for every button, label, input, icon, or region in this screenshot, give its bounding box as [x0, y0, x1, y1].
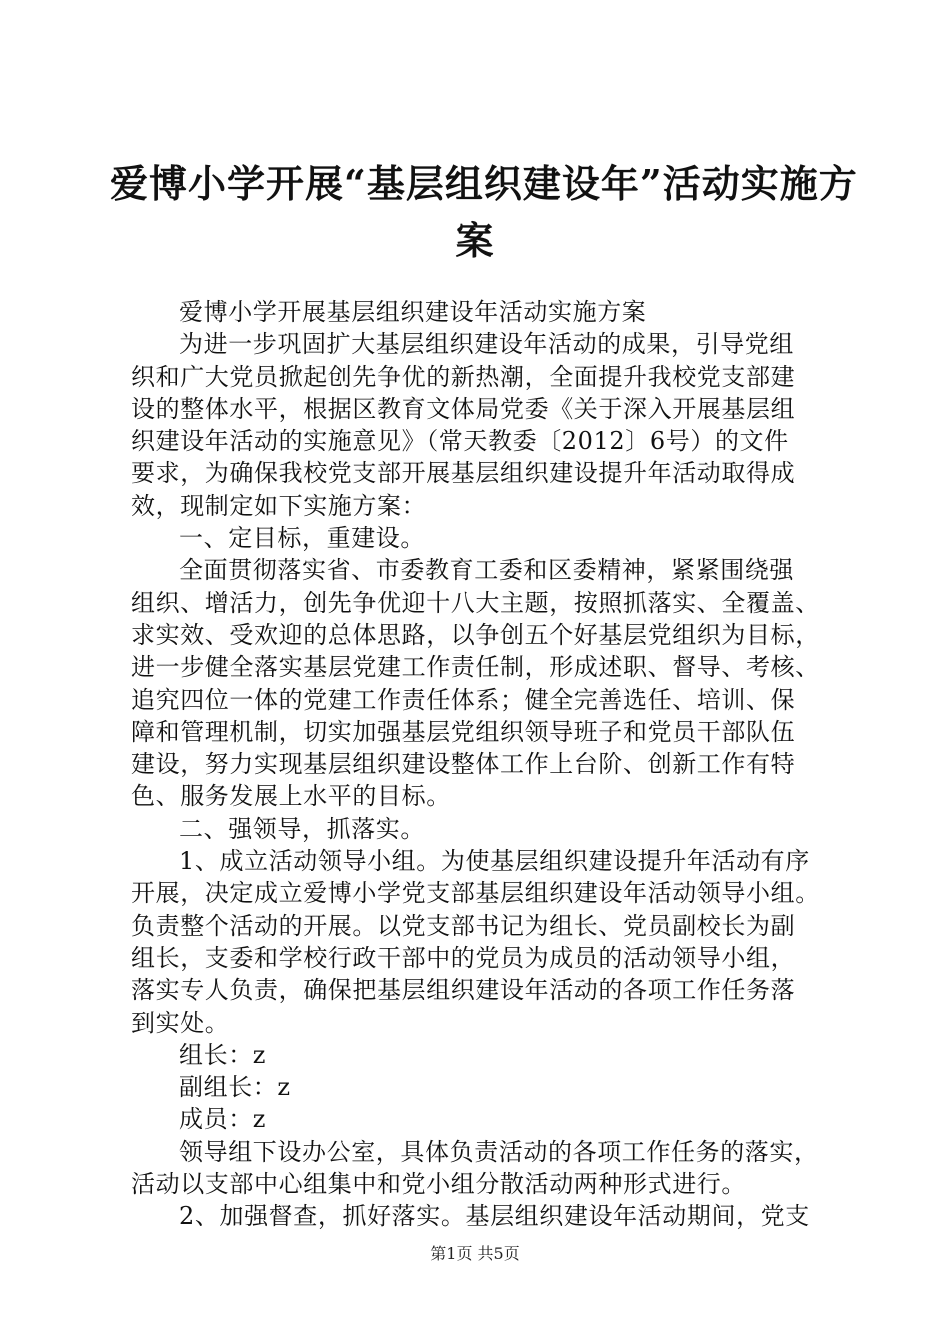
paragraph-line: 活动以支部中心组集中和党小组分散活动两种形式进行。	[131, 1170, 746, 1199]
subtitle-line: 爱博小学开展基层组织建设年活动实施方案	[179, 298, 647, 326]
paragraph-line: 全面贯彻落实省、市委教育工委和区委精神，紧紧围绕强	[179, 556, 794, 585]
paragraph-line: 组织、增活力，创先争优迎十八大主题，按照抓落实、全覆盖、	[131, 588, 820, 617]
paragraph-line: 织和广大党员掀起创先争优的新热潮，全面提升我校党支部建	[131, 362, 796, 391]
paragraph-line: 要求，为确保我校党支部开展基层组织建设提升年活动取得成	[131, 459, 796, 488]
paragraph-line: 负责整个活动的开展。以党支部书记为组长、党员副校长为副	[131, 911, 796, 940]
page-footer: 第1页 共5页	[430, 1244, 520, 1263]
paragraph-line: 为进一步巩固扩大基层组织建设年活动的成果，引导党组	[179, 330, 794, 359]
paragraph-line: 开展，决定成立爱博小学党支部基层组织建设年活动领导小组。	[131, 879, 820, 908]
paragraph-line: 落实专人负责，确保把基层组织建设年活动的各项工作任务落	[131, 976, 796, 1005]
paragraph-line: 追究四位一体的党建工作责任体系；健全完善选任、培训、保	[131, 685, 796, 714]
paragraph-line: 1、成立活动领导小组。为使基层组织建设提升年活动有序	[179, 847, 810, 876]
deputy-leader-line: 副组长：z	[179, 1073, 291, 1102]
paragraph-line: 色、服务发展上水平的目标。	[131, 782, 451, 811]
paragraph-line: 求实效、受欢迎的总体思路，以争创五个好基层党组织为目标，	[131, 620, 820, 649]
section-heading: 二、强领导，抓落实。	[179, 814, 425, 843]
paragraph-line: 设的整体水平，根据区教育文体局党委《关于深入开展基层组	[131, 394, 796, 423]
paragraph-line: 到实处。	[131, 1008, 230, 1037]
paragraph-line: 建设，努力实现基层组织建设整体工作上台阶、创新工作有特	[131, 750, 796, 779]
document-title-continued: 案	[455, 218, 495, 263]
paragraph-line: 2、加强督查，抓好落实。基层组织建设年活动期间，党支	[179, 1202, 810, 1231]
paragraph-line: 领导组下设办公室，具体负责活动的各项工作任务的落实，	[179, 1137, 819, 1166]
paragraph-line: 织建设年活动的实施意见》（常天教委〔2012〕6号）的文件	[131, 427, 789, 456]
paragraph-line: 障和管理机制，切实加强基层党组织领导班子和党员干部队伍	[131, 717, 796, 746]
section-heading: 一、定目标，重建设。	[179, 524, 425, 553]
document-body	[131, 296, 831, 1233]
document-title: 爱博小学开展“基层组织建设年”活动实施方	[110, 161, 858, 206]
members-line: 成员：z	[179, 1105, 267, 1134]
paragraph-line: 效，现制定如下实施方案：	[131, 491, 427, 520]
paragraph-line: 组长，支委和学校行政干部中的党员为成员的活动领导小组，	[131, 943, 796, 972]
paragraph-line: 进一步健全落实基层党建工作责任制，形成述职、督导、考核、	[131, 653, 820, 682]
group-leader-line: 组长：z	[179, 1040, 267, 1069]
